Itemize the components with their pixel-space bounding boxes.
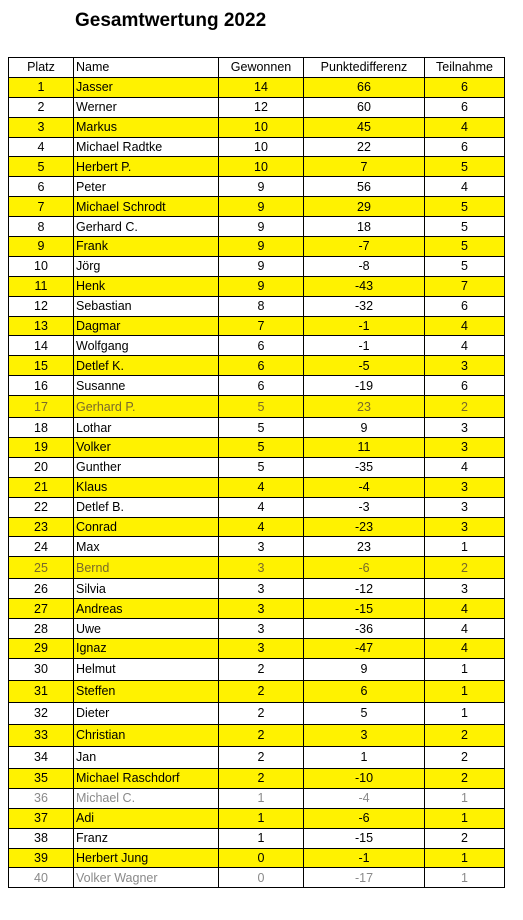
platz-cell: 35 — [9, 768, 74, 788]
header-platz: Platz — [9, 58, 74, 78]
teilnahme-cell: 2 — [425, 828, 505, 848]
table-row — [9, 808, 505, 828]
table-row — [9, 217, 505, 237]
punktedifferenz-cell: -8 — [304, 256, 425, 276]
name-cell: Gerhard C. — [74, 217, 219, 237]
punktedifferenz-cell: -1 — [304, 848, 425, 868]
punktedifferenz-cell: 29 — [304, 197, 425, 217]
table-row — [9, 599, 505, 619]
punktedifferenz-cell: -43 — [304, 276, 425, 296]
name-cell: Markus — [74, 117, 219, 137]
gewonnen-cell: 9 — [219, 177, 304, 197]
table-row — [9, 788, 505, 808]
table-row — [9, 457, 505, 477]
gewonnen-cell: 1 — [219, 828, 304, 848]
teilnahme-cell: 5 — [425, 237, 505, 257]
platz-cell: 32 — [9, 702, 74, 724]
teilnahme-cell: 5 — [425, 217, 505, 237]
platz-cell: 14 — [9, 336, 74, 356]
gewonnen-cell: 2 — [219, 724, 304, 746]
teilnahme-cell: 4 — [425, 316, 505, 336]
gewonnen-cell: 9 — [219, 276, 304, 296]
name-cell: Silvia — [74, 579, 219, 599]
platz-cell: 10 — [9, 256, 74, 276]
platz-cell: 26 — [9, 579, 74, 599]
name-cell: Sebastian — [74, 296, 219, 316]
table-row — [9, 197, 505, 217]
teilnahme-cell: 1 — [425, 680, 505, 702]
name-cell: Peter — [74, 177, 219, 197]
table-row — [9, 157, 505, 177]
name-cell: Henk — [74, 276, 219, 296]
platz-cell: 31 — [9, 680, 74, 702]
platz-cell: 2 — [9, 97, 74, 117]
platz-cell: 15 — [9, 356, 74, 376]
teilnahme-cell: 3 — [425, 477, 505, 497]
gewonnen-cell: 4 — [219, 497, 304, 517]
name-cell: Ignaz — [74, 639, 219, 659]
punktedifferenz-cell: -4 — [304, 477, 425, 497]
name-cell: Michael Radtke — [74, 137, 219, 157]
punktedifferenz-cell: 45 — [304, 117, 425, 137]
platz-cell: 8 — [9, 217, 74, 237]
platz-cell: 17 — [9, 396, 74, 418]
platz-cell: 36 — [9, 788, 74, 808]
teilnahme-cell: 2 — [425, 746, 505, 768]
table-row — [9, 517, 505, 537]
table-row — [9, 177, 505, 197]
gewonnen-cell: 7 — [219, 316, 304, 336]
name-cell: Frank — [74, 237, 219, 257]
punktedifferenz-cell: 60 — [304, 97, 425, 117]
teilnahme-cell: 4 — [425, 177, 505, 197]
teilnahme-cell: 3 — [425, 438, 505, 458]
punktedifferenz-cell: 18 — [304, 217, 425, 237]
table-header-row — [9, 58, 505, 78]
platz-cell: 24 — [9, 537, 74, 557]
gewonnen-cell: 5 — [219, 396, 304, 418]
gewonnen-cell: 2 — [219, 680, 304, 702]
platz-cell: 11 — [9, 276, 74, 296]
punktedifferenz-cell: 9 — [304, 658, 425, 680]
table-row — [9, 356, 505, 376]
table-row — [9, 537, 505, 557]
table-row — [9, 477, 505, 497]
gewonnen-cell: 6 — [219, 376, 304, 396]
table-row — [9, 396, 505, 418]
gewonnen-cell: 1 — [219, 788, 304, 808]
gewonnen-cell: 1 — [219, 808, 304, 828]
teilnahme-cell: 3 — [425, 497, 505, 517]
teilnahme-cell: 4 — [425, 457, 505, 477]
platz-cell: 30 — [9, 658, 74, 680]
platz-cell: 34 — [9, 746, 74, 768]
teilnahme-cell: 6 — [425, 77, 505, 97]
table-row — [9, 497, 505, 517]
name-cell: Michael C. — [74, 788, 219, 808]
table-row — [9, 724, 505, 746]
name-cell: Michael Raschdorf — [74, 768, 219, 788]
punktedifferenz-cell: -6 — [304, 808, 425, 828]
gewonnen-cell: 2 — [219, 702, 304, 724]
platz-cell: 39 — [9, 848, 74, 868]
punktedifferenz-cell: 7 — [304, 157, 425, 177]
name-cell: Wolfgang — [74, 336, 219, 356]
gewonnen-cell: 9 — [219, 217, 304, 237]
gewonnen-cell: 3 — [219, 619, 304, 639]
gewonnen-cell: 10 — [219, 157, 304, 177]
name-cell: Volker Wagner — [74, 868, 219, 888]
name-cell: Bernd — [74, 557, 219, 579]
gewonnen-cell: 10 — [219, 137, 304, 157]
platz-cell: 38 — [9, 828, 74, 848]
punktedifferenz-cell: 5 — [304, 702, 425, 724]
table-row — [9, 658, 505, 680]
teilnahme-cell: 6 — [425, 376, 505, 396]
punktedifferenz-cell: -36 — [304, 619, 425, 639]
punktedifferenz-cell: -1 — [304, 336, 425, 356]
teilnahme-cell: 4 — [425, 336, 505, 356]
punktedifferenz-cell: 23 — [304, 396, 425, 418]
name-cell: Jan — [74, 746, 219, 768]
name-cell: Klaus — [74, 477, 219, 497]
teilnahme-cell: 1 — [425, 537, 505, 557]
name-cell: Andreas — [74, 599, 219, 619]
teilnahme-cell: 5 — [425, 256, 505, 276]
teilnahme-cell: 6 — [425, 137, 505, 157]
punktedifferenz-cell: -3 — [304, 497, 425, 517]
table-body — [9, 77, 505, 887]
punktedifferenz-cell: -23 — [304, 517, 425, 537]
name-cell: Susanne — [74, 376, 219, 396]
platz-cell: 19 — [9, 438, 74, 458]
name-cell: Dieter — [74, 702, 219, 724]
name-cell: Herbert Jung — [74, 848, 219, 868]
teilnahme-cell: 4 — [425, 599, 505, 619]
punktedifferenz-cell: 56 — [304, 177, 425, 197]
teilnahme-cell: 6 — [425, 296, 505, 316]
punktedifferenz-cell: -15 — [304, 828, 425, 848]
gewonnen-cell: 3 — [219, 537, 304, 557]
platz-cell: 7 — [9, 197, 74, 217]
teilnahme-cell: 2 — [425, 724, 505, 746]
gewonnen-cell: 12 — [219, 97, 304, 117]
table-row — [9, 579, 505, 599]
punktedifferenz-cell: 1 — [304, 746, 425, 768]
punktedifferenz-cell: -10 — [304, 768, 425, 788]
gewonnen-cell: 4 — [219, 517, 304, 537]
name-cell: Uwe — [74, 619, 219, 639]
punktedifferenz-cell: 6 — [304, 680, 425, 702]
table-row — [9, 77, 505, 97]
gewonnen-cell: 5 — [219, 418, 304, 438]
punktedifferenz-cell: -12 — [304, 579, 425, 599]
platz-cell: 28 — [9, 619, 74, 639]
name-cell: Max — [74, 537, 219, 557]
name-cell: Detlef K. — [74, 356, 219, 376]
teilnahme-cell: 4 — [425, 619, 505, 639]
punktedifferenz-cell: -32 — [304, 296, 425, 316]
punktedifferenz-cell: -4 — [304, 788, 425, 808]
table-row — [9, 702, 505, 724]
header-punktedifferenz: Punktedifferenz — [304, 58, 425, 78]
platz-cell: 5 — [9, 157, 74, 177]
teilnahme-cell: 4 — [425, 117, 505, 137]
gewonnen-cell: 14 — [219, 77, 304, 97]
table-row — [9, 336, 505, 356]
name-cell: Detlef B. — [74, 497, 219, 517]
table-row — [9, 557, 505, 579]
header-teilnahme: Teilnahme — [425, 58, 505, 78]
platz-cell: 16 — [9, 376, 74, 396]
gewonnen-cell: 0 — [219, 868, 304, 888]
platz-cell: 3 — [9, 117, 74, 137]
platz-cell: 37 — [9, 808, 74, 828]
gewonnen-cell: 3 — [219, 579, 304, 599]
gewonnen-cell: 2 — [219, 658, 304, 680]
teilnahme-cell: 2 — [425, 557, 505, 579]
teilnahme-cell: 1 — [425, 808, 505, 828]
teilnahme-cell: 3 — [425, 418, 505, 438]
table-row — [9, 848, 505, 868]
punktedifferenz-cell: -7 — [304, 237, 425, 257]
table-row — [9, 137, 505, 157]
gewonnen-cell: 9 — [219, 256, 304, 276]
header-gewonnen: Gewonnen — [219, 58, 304, 78]
platz-cell: 12 — [9, 296, 74, 316]
teilnahme-cell: 5 — [425, 157, 505, 177]
gewonnen-cell: 10 — [219, 117, 304, 137]
platz-cell: 33 — [9, 724, 74, 746]
name-cell: Michael Schrodt — [74, 197, 219, 217]
punktedifferenz-cell: -15 — [304, 599, 425, 619]
name-cell: Lothar — [74, 418, 219, 438]
table-row — [9, 276, 505, 296]
punktedifferenz-cell: 22 — [304, 137, 425, 157]
table-row — [9, 296, 505, 316]
table-row — [9, 828, 505, 848]
platz-cell: 20 — [9, 457, 74, 477]
table-row — [9, 376, 505, 396]
punktedifferenz-cell: 11 — [304, 438, 425, 458]
table-row — [9, 680, 505, 702]
table-row — [9, 117, 505, 137]
platz-cell: 6 — [9, 177, 74, 197]
teilnahme-cell: 1 — [425, 788, 505, 808]
platz-cell: 23 — [9, 517, 74, 537]
name-cell: Jörg — [74, 256, 219, 276]
table-row — [9, 256, 505, 276]
punktedifferenz-cell: -17 — [304, 868, 425, 888]
name-cell: Jasser — [74, 77, 219, 97]
teilnahme-cell: 2 — [425, 768, 505, 788]
punktedifferenz-cell: 66 — [304, 77, 425, 97]
platz-cell: 9 — [9, 237, 74, 257]
punktedifferenz-cell: -5 — [304, 356, 425, 376]
gewonnen-cell: 9 — [219, 237, 304, 257]
table-row — [9, 768, 505, 788]
table-row — [9, 97, 505, 117]
gewonnen-cell: 5 — [219, 457, 304, 477]
teilnahme-cell: 6 — [425, 97, 505, 117]
punktedifferenz-cell: -35 — [304, 457, 425, 477]
platz-cell: 29 — [9, 639, 74, 659]
teilnahme-cell: 3 — [425, 356, 505, 376]
platz-cell: 40 — [9, 868, 74, 888]
platz-cell: 21 — [9, 477, 74, 497]
teilnahme-cell: 1 — [425, 658, 505, 680]
platz-cell: 27 — [9, 599, 74, 619]
gewonnen-cell: 3 — [219, 599, 304, 619]
platz-cell: 1 — [9, 77, 74, 97]
teilnahme-cell: 7 — [425, 276, 505, 296]
gewonnen-cell: 3 — [219, 639, 304, 659]
table-row — [9, 639, 505, 659]
name-cell: Volker — [74, 438, 219, 458]
platz-cell: 22 — [9, 497, 74, 517]
standings-table — [8, 57, 505, 888]
name-cell: Gunther — [74, 457, 219, 477]
name-cell: Helmut — [74, 658, 219, 680]
punktedifferenz-cell: -19 — [304, 376, 425, 396]
table-row — [9, 316, 505, 336]
table-row — [9, 746, 505, 768]
punktedifferenz-cell: -47 — [304, 639, 425, 659]
platz-cell: 4 — [9, 137, 74, 157]
punktedifferenz-cell: -6 — [304, 557, 425, 579]
teilnahme-cell: 4 — [425, 639, 505, 659]
name-cell: Werner — [74, 97, 219, 117]
punktedifferenz-cell: 9 — [304, 418, 425, 438]
table-row — [9, 418, 505, 438]
gewonnen-cell: 6 — [219, 336, 304, 356]
gewonnen-cell: 4 — [219, 477, 304, 497]
table-row — [9, 237, 505, 257]
teilnahme-cell: 5 — [425, 197, 505, 217]
name-cell: Gerhard P. — [74, 396, 219, 418]
table-row — [9, 868, 505, 888]
platz-cell: 18 — [9, 418, 74, 438]
name-cell: Dagmar — [74, 316, 219, 336]
platz-cell: 13 — [9, 316, 74, 336]
name-cell: Steffen — [74, 680, 219, 702]
teilnahme-cell: 1 — [425, 702, 505, 724]
punktedifferenz-cell: 3 — [304, 724, 425, 746]
teilnahme-cell: 1 — [425, 848, 505, 868]
gewonnen-cell: 5 — [219, 438, 304, 458]
name-cell: Christian — [74, 724, 219, 746]
name-cell: Conrad — [74, 517, 219, 537]
teilnahme-cell: 3 — [425, 517, 505, 537]
teilnahme-cell: 2 — [425, 396, 505, 418]
gewonnen-cell: 2 — [219, 768, 304, 788]
gewonnen-cell: 9 — [219, 197, 304, 217]
table-row — [9, 619, 505, 639]
gewonnen-cell: 8 — [219, 296, 304, 316]
teilnahme-cell: 1 — [425, 868, 505, 888]
punktedifferenz-cell: -1 — [304, 316, 425, 336]
header-name: Name — [74, 58, 219, 78]
teilnahme-cell: 3 — [425, 579, 505, 599]
name-cell: Franz — [74, 828, 219, 848]
punktedifferenz-cell: 23 — [304, 537, 425, 557]
gewonnen-cell: 0 — [219, 848, 304, 868]
name-cell: Adi — [74, 808, 219, 828]
page-title: Gesamtwertung 2022 — [75, 10, 267, 31]
gewonnen-cell: 3 — [219, 557, 304, 579]
platz-cell: 25 — [9, 557, 74, 579]
gewonnen-cell: 6 — [219, 356, 304, 376]
gewonnen-cell: 2 — [219, 746, 304, 768]
name-cell: Herbert P. — [74, 157, 219, 177]
table-row — [9, 438, 505, 458]
